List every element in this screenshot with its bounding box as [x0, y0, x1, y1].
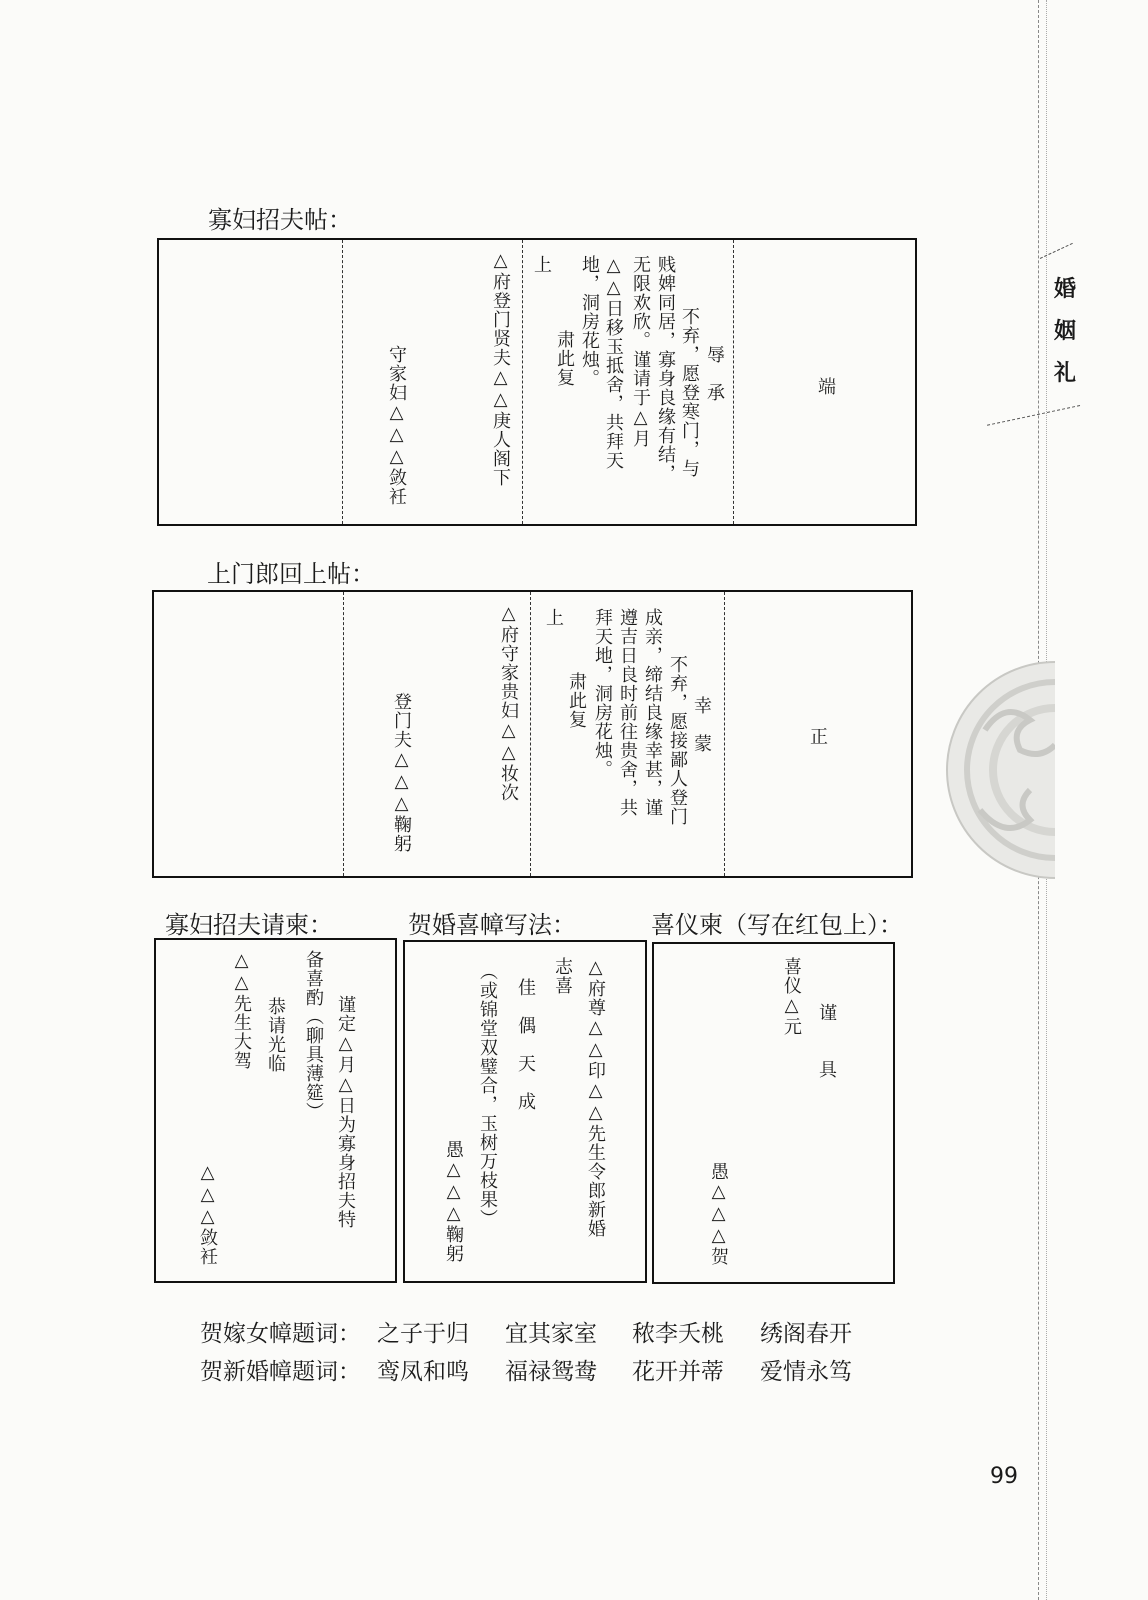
card-line: 志喜: [552, 957, 573, 995]
card-line: △△先生大驾: [231, 950, 252, 1070]
phrase: 秾李夭桃: [632, 1321, 724, 1347]
body-line: 无限欢欣。谨请于△月: [630, 255, 651, 448]
card-line: △府尊△△印△△先生令郎新婚: [585, 957, 606, 1238]
body-line: 幸 蒙: [691, 696, 712, 753]
card-line: 恭请光临: [265, 997, 286, 1073]
body-line: 贱婢同居，寡身良缘有结，: [655, 255, 676, 483]
decorative-medallion: [945, 650, 1055, 890]
closing: 肃此复: [554, 330, 575, 387]
addressee: △府守家贵妇△△妆次: [498, 603, 519, 802]
section-heading-banner: 贺婚喜幛写法：: [408, 911, 576, 939]
signer: 守家妇△△△敛衽: [386, 345, 407, 506]
phrase: 绣阁春开: [760, 1321, 852, 1347]
phrase: 之子于归: [377, 1321, 469, 1347]
side-tab-char: 婚: [1054, 276, 1077, 302]
card-line: 愚△△△鞠躬: [443, 1140, 464, 1263]
closing: 肃此复: [566, 672, 587, 729]
upper-mark: 上: [543, 608, 564, 627]
card-widow-formal-invite: [154, 938, 397, 1283]
body-line: △△日移玉抵舍，共拜天: [603, 255, 624, 470]
phrase: 爱情永笃: [760, 1359, 852, 1385]
card-widow-invite: [157, 238, 917, 526]
side-tab-char: 姻: [1054, 318, 1077, 344]
seal-char: 正: [807, 727, 828, 746]
side-tab-rule: [1040, 243, 1073, 259]
card-line: △△△敛衽: [197, 1162, 218, 1266]
phrase: 花开并蒂: [632, 1359, 724, 1385]
card-gift-envelope: [652, 942, 895, 1284]
card-line: 佳 偶 天 成: [515, 978, 536, 1111]
signer: 登门夫△△△鞠躬: [391, 692, 412, 853]
divider: [342, 240, 343, 524]
section-heading-groom-reply: 上门郎回上帖：: [207, 560, 375, 588]
side-tab-rule-bottom: [987, 405, 1080, 426]
divider: [343, 592, 344, 876]
divider: [522, 240, 523, 524]
body-line: 遵吉日良时前往贵舍，共: [617, 608, 638, 817]
phrase-label: 贺新婚幛题词：: [200, 1359, 361, 1385]
page-number: 99: [990, 1464, 1018, 1489]
card-line: 谨 具: [816, 1003, 837, 1079]
seal-char: 端: [815, 377, 836, 396]
card-line: （或锦堂双璧合，玉树万枝果）: [477, 962, 498, 1228]
section-heading-widow-invite: 寡妇招夫帖：: [208, 206, 352, 234]
divider: [724, 592, 725, 876]
body-line: 不弃，愿接鄙人登门: [667, 655, 688, 826]
phrase: 鸾凤和鸣: [377, 1359, 469, 1385]
divider: [530, 592, 531, 876]
body-line: 地，洞房花烛。: [579, 255, 600, 388]
card-line: 谨定△月△日为寡身招夫特: [335, 995, 356, 1229]
body-line: 拜天地，洞房花烛。: [592, 608, 613, 779]
section-heading-gift: 喜仪柬（写在红包上）：: [651, 911, 903, 939]
phrase: 福禄鸳鸯: [505, 1359, 597, 1385]
addressee: △府登门贤夫△△庚人阁下: [490, 250, 511, 487]
divider: [733, 240, 734, 524]
upper-mark: 上: [531, 255, 552, 274]
body-line: 辱 承: [704, 345, 725, 402]
card-line: 喜仪△元: [781, 957, 802, 1036]
body-line: 不弃，愿登寒门，与: [679, 307, 700, 478]
card-groom-reply: [152, 590, 913, 878]
phrase-label: 贺嫁女幛题词：: [200, 1321, 361, 1347]
card-line: 备喜酌（聊具薄筵）: [303, 950, 324, 1121]
section-heading-widow-card: 寡妇招夫请柬：: [165, 911, 333, 939]
card-line: 愚△△△贺: [708, 1162, 729, 1266]
body-line: 成亲，缔结良缘幸甚，谨: [642, 608, 663, 817]
phrase: 宜其家室: [505, 1321, 597, 1347]
side-tab-char: 礼: [1054, 360, 1077, 386]
